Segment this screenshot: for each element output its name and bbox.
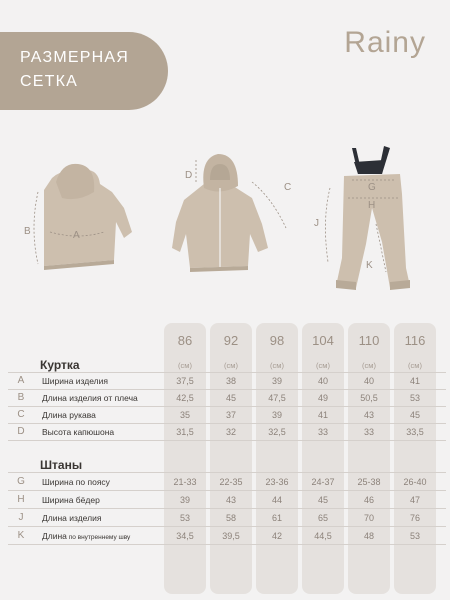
unit-label: (см) [408, 361, 422, 370]
table-cell: 41 [317, 410, 328, 420]
row-label-main: Ширина по поясу [42, 477, 110, 487]
garment-illustrations [0, 140, 450, 300]
unit-label: (см) [270, 361, 284, 370]
row-divider [8, 490, 446, 491]
jacket-back-illustration [24, 164, 132, 270]
table-cell: 25-38 [357, 477, 381, 487]
row-label: Ширина изделия [42, 376, 108, 386]
row-letter: D [17, 426, 25, 437]
table-cell: 33,5 [406, 427, 424, 437]
row-label: Высота капюшона [42, 427, 115, 437]
row-label [42, 495, 100, 505]
row-divider [8, 526, 446, 527]
measure-k-label: K [366, 260, 373, 271]
table-cell: 46 [363, 495, 374, 505]
row-letter: C [17, 409, 25, 420]
size-header: 116 [404, 333, 426, 348]
size-header: 110 [358, 333, 380, 348]
row-letter: A [17, 375, 25, 386]
size-header: 104 [312, 333, 334, 348]
pants-illustration [314, 146, 410, 290]
table-cell: 41 [409, 376, 420, 386]
table-cell: 45 [225, 393, 236, 403]
table-cell: 39,5 [222, 531, 240, 541]
table-cell: 22-35 [219, 477, 243, 487]
size-header: 86 [177, 333, 193, 348]
unit-label: (см) [316, 361, 330, 370]
table-cell: 31,5 [176, 427, 194, 437]
brand-logo: Rainy [344, 26, 426, 59]
table-cell: 44,5 [314, 531, 332, 541]
jacket-front-illustration [172, 154, 291, 272]
table-cell: 45 [409, 410, 420, 420]
row-letter: K [17, 530, 25, 541]
table-cell: 32 [225, 427, 236, 437]
table-cell: 37,5 [176, 376, 194, 386]
table-cell: 53 [179, 513, 190, 523]
row-label [42, 513, 101, 523]
table-cell: 23-36 [265, 477, 289, 487]
table-cell: 49 [317, 393, 328, 403]
measure-h-label: H [368, 200, 376, 211]
table-cell: 34,5 [176, 531, 194, 541]
measure-j-label: J [314, 218, 319, 229]
row-divider [8, 423, 446, 424]
table-cell: 44 [271, 495, 282, 505]
row-label-small: по внутреннему шву [66, 534, 131, 541]
table-cell: 76 [409, 513, 420, 523]
unit-label: (см) [178, 361, 192, 370]
table-cell: 58 [225, 513, 236, 523]
measure-a-label: A [73, 230, 80, 241]
table-cell: 42,5 [176, 393, 194, 403]
table-cell: 39 [179, 495, 190, 505]
table-cell: 37 [225, 410, 236, 420]
title-badge [0, 32, 168, 110]
table-cell: 47 [409, 495, 420, 505]
size-header: 98 [269, 333, 285, 348]
row-label-main: Длина [42, 531, 67, 541]
row-label: Длина рукава [42, 410, 96, 420]
row-divider [8, 389, 446, 390]
table-cell: 26-40 [403, 477, 427, 487]
row-divider [8, 372, 446, 373]
measure-g-label: G [368, 182, 376, 193]
row-label-main: Длина изделия [42, 513, 102, 523]
table-cell: 35 [179, 410, 190, 420]
table-cell: 40 [317, 376, 328, 386]
table-cell: 43 [363, 410, 374, 420]
table-cell: 39 [271, 376, 282, 386]
table-cell: 42 [271, 531, 282, 541]
table-cell: 48 [363, 531, 374, 541]
measure-c-label: C [284, 182, 292, 193]
row-divider [8, 508, 446, 509]
table-cell: 45 [317, 495, 328, 505]
section-title-pants: Штаны [40, 458, 83, 472]
table-cell: 21-33 [173, 477, 197, 487]
row-divider [8, 544, 446, 545]
section-title-jacket: Куртка [40, 358, 80, 372]
table-cell: 50,5 [360, 393, 378, 403]
row-label [42, 531, 130, 541]
table-cell: 33 [317, 427, 328, 437]
table-cell: 24-37 [311, 477, 335, 487]
table-cell: 53 [409, 393, 420, 403]
unit-label: (см) [224, 361, 238, 370]
unit-label: (см) [362, 361, 376, 370]
row-label: Длина изделия от плеча [42, 393, 138, 403]
row-letter: B [17, 392, 25, 403]
table-cell: 53 [409, 531, 420, 541]
table-cell: 40 [363, 376, 374, 386]
measure-b-label: B [24, 226, 31, 237]
row-divider [8, 472, 446, 473]
table-cell: 61 [271, 513, 282, 523]
row-letter: H [17, 494, 25, 505]
title-line-2: СЕТКА [20, 73, 78, 90]
row-divider [8, 406, 446, 407]
row-label-main: Ширина бёдер [42, 495, 100, 505]
row-label [42, 477, 110, 487]
size-header: 92 [223, 333, 239, 348]
table-cell: 65 [317, 513, 328, 523]
row-letter: J [18, 512, 24, 523]
table-cell: 39 [271, 410, 282, 420]
table-cell: 43 [225, 495, 236, 505]
title-line-1: РАЗМЕРНАЯ [20, 49, 130, 66]
table-cell: 70 [363, 513, 374, 523]
row-divider [8, 440, 446, 441]
row-letter: G [17, 476, 25, 487]
table-cell: 33 [363, 427, 374, 437]
table-cell: 32,5 [268, 427, 286, 437]
measure-d-label: D [185, 170, 193, 181]
table-cell: 38 [225, 376, 236, 386]
table-cell: 47,5 [268, 393, 286, 403]
